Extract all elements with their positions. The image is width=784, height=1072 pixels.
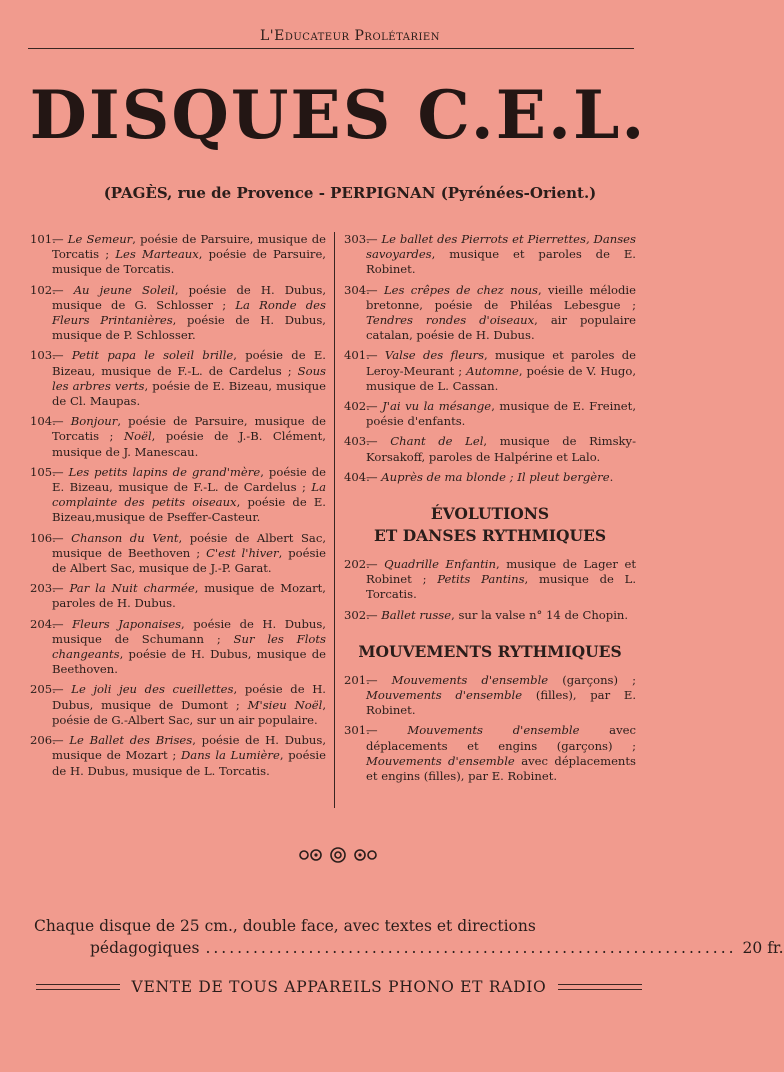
entry-text: — <box>366 723 408 738</box>
entry-text: , poésie de E. Bizeau, musique de F.-L. de Cardelus ; <box>52 348 326 378</box>
catalogue-entry <box>344 470 636 485</box>
entry-title: Les Marteaux <box>115 247 199 262</box>
entry-title: Les crêpes de chez nous <box>383 282 538 297</box>
entry-text: , poésie de E. Bizeau, musique de Cl. Maupas. <box>52 378 326 409</box>
column-divider <box>334 232 335 808</box>
catalogue-entry <box>344 557 636 603</box>
catalogue-entry <box>344 232 636 278</box>
left-column-catalogue <box>30 232 326 784</box>
entry-number: 205. <box>30 682 56 697</box>
banner-rule-left <box>36 984 120 990</box>
entry-text: , poésie de V. Hugo, musique de L. Cassan. <box>366 363 637 393</box>
entry-title: Les petits lapins de grand'mère <box>68 464 261 479</box>
entry-title: Sur les Flots changeants <box>52 631 326 662</box>
banner-rule-right <box>558 984 642 990</box>
entry-text: . <box>609 469 614 484</box>
entry-text: — <box>52 464 69 479</box>
entry-text: — <box>52 282 74 297</box>
entry-title: Petit papa le soleil brille <box>71 348 234 363</box>
entry-text: , poésie de Parsuire, musique de Torcatis. <box>52 247 326 277</box>
entry-title: Petits Pantins <box>437 572 525 587</box>
entry-number: 206. <box>30 733 56 748</box>
entry-text: — <box>52 581 70 596</box>
entry-number: 103. <box>30 348 56 363</box>
entry-text: — <box>366 282 384 297</box>
catalogue-entry <box>30 581 326 611</box>
mouvements-entries-list <box>344 673 636 784</box>
catalogue-entry <box>344 348 636 394</box>
catalogue-entry <box>30 348 326 409</box>
entry-number: 402. <box>344 399 370 414</box>
entry-title: Au jeune Soleil <box>73 282 175 297</box>
entry-text: , musique de Lager et Robinet ; <box>366 557 636 587</box>
entry-title: Auprès de ma blonde ; Il pleut bergère <box>381 469 610 484</box>
entry-text: , poésie de H. Dubus, musique de Mozart ; <box>52 733 327 763</box>
entry-text: — <box>52 348 72 363</box>
entry-text: — <box>366 672 392 687</box>
catalogue-entry <box>30 682 326 728</box>
entry-number: 404. <box>344 469 370 484</box>
entry-number: 201. <box>344 672 370 687</box>
entry-text: , musique et paroles de E. Robinet. <box>366 247 636 277</box>
entry-text: , poésie de Albert Sac, musique de J.-P. Garat. <box>52 545 326 576</box>
right-column-catalogue <box>344 232 636 789</box>
entry-title: Mouvements d'ensemble <box>366 688 523 703</box>
catalogue-entry <box>344 283 636 344</box>
entry-title: Noël <box>123 429 152 444</box>
price-notice-label: pédagogiques <box>90 939 200 957</box>
entry-text: — <box>366 399 383 414</box>
entry-title: La Ronde des Fleurs Printanières <box>52 297 326 328</box>
entry-text: , poésie de E. Bizeau, musique de F.-L. de Cardelus ; <box>52 464 327 495</box>
publisher-address: (PAGÈS, rue de Provence - PERPIGNAN (Pyrénées-Orient.) <box>103 184 597 202</box>
entry-text: , poésie de Albert Sac, musique de Beethoven ; <box>52 530 327 560</box>
entry-text: , poésie de Parsuire, musique de Torcatis ; <box>52 414 326 444</box>
entry-text: , poésie de E. Bizeau,musique de Pseffer-Casteur. <box>52 495 326 525</box>
catalogue-entry <box>344 723 636 784</box>
page-title: DISQUES C.E.L. <box>29 76 647 154</box>
entry-number: 101. <box>30 232 56 246</box>
entry-title: Chant de Lel <box>390 434 484 449</box>
catalogue-entry <box>30 232 326 278</box>
entry-text: — <box>52 733 70 748</box>
entry-title: Ballet russe <box>381 607 452 622</box>
entry-title: Le Ballet des Brises <box>69 733 193 748</box>
section-heading-line: ET DANSES RYTHMIQUES <box>373 526 607 546</box>
entry-title: Le ballet des Pierrots et Pierrettes, Danses savoyardes <box>366 232 636 262</box>
entry-number: 104. <box>30 414 56 429</box>
entry-title: La complainte des petits oiseaux <box>52 480 326 510</box>
sales-banner-text: VENTE DE TOUS APPAREILS PHONO ET RADIO <box>131 978 547 996</box>
entry-text: , poésie de G.-Albert Sac, sur un air populaire. <box>52 697 326 727</box>
entry-text: (filles), par E. Robinet. <box>366 688 637 718</box>
entry-text: — <box>52 682 72 697</box>
entry-text: — <box>52 530 72 545</box>
entry-text: avec déplacements et engins (filles), par E. Robinet. <box>366 753 637 784</box>
entry-text: , poésie de H. Dubus, musique de Beethoven. <box>52 647 326 677</box>
entry-text: , poésie de Parsuire, musique de Torcatis ; <box>52 232 327 262</box>
entry-text: , poésie de H. Dubus, musique de P. Schlosser. <box>52 313 326 343</box>
catalogue-entry <box>30 283 326 344</box>
entry-text: , air populaire catalan, poésie de H. Dubus. <box>366 313 636 343</box>
entry-title: Mouvements d'ensemble <box>407 723 580 738</box>
entry-number: 204. <box>30 616 56 631</box>
entry-title: C'est l'hiver <box>206 545 279 560</box>
evolutions-entries-list <box>344 557 636 623</box>
catalogue-entry <box>344 399 636 429</box>
entry-text: — <box>366 348 385 363</box>
catalogue-entry <box>30 531 326 577</box>
entry-title: Valse des fleurs <box>384 348 485 363</box>
entry-text: — <box>366 232 382 246</box>
catalogue-entry <box>30 733 326 779</box>
entry-title: Le Semeur <box>67 232 133 246</box>
entry-text: , poésie de J.-B. Clément, musique de J. Manescau. <box>52 429 326 459</box>
entry-title: Dans la Lumière <box>181 748 280 763</box>
catalogue-entry <box>344 608 636 623</box>
entry-text: — <box>52 414 71 429</box>
price-notice <box>34 915 784 959</box>
entry-number: 203. <box>30 581 56 596</box>
entry-number: 302. <box>344 607 370 622</box>
entry-number: 105. <box>30 464 56 479</box>
journal-name: L'Educateur Prolétarien <box>260 28 440 44</box>
entry-text: — <box>366 607 382 622</box>
entry-text: , musique de E. Freinet, poésie d'enfants. <box>366 399 637 429</box>
entry-title: Le joli jeu des cueillettes <box>71 682 234 697</box>
price-notice-line1: Chaque disque de 25 cm., double face, avec textes et directions <box>34 917 536 935</box>
entry-text: — <box>366 557 385 572</box>
section-heading-mouvements: MOUVEMENTS RYTHMIQUES <box>358 641 622 661</box>
entry-text: , poésie de H. Dubus, musique de Dumont ; <box>52 682 326 712</box>
entry-title: Chanson du Vent <box>71 530 179 545</box>
entry-number: 301. <box>344 723 370 738</box>
entry-text: , poésie de H. Dubus, musique de L. Torcatis. <box>52 748 326 778</box>
header-rule <box>28 48 634 49</box>
entry-number: 401. <box>344 348 370 363</box>
catalogue-entry <box>30 414 326 460</box>
section-heading-line: ÉVOLUTIONS <box>430 504 550 524</box>
entry-title: Quadrille Enfantin <box>384 557 496 572</box>
entry-text: , musique de Mozart, paroles de H. Dubus. <box>52 581 326 611</box>
entry-title: Mouvements d'ensemble <box>366 753 515 768</box>
entry-text: — <box>366 434 391 449</box>
catalogue-entry <box>344 434 636 464</box>
section-heading-evolutions <box>344 503 636 547</box>
entry-text: (garçons) ; <box>548 672 637 687</box>
entry-number: 403. <box>344 434 370 449</box>
entry-text: avec déplacements et engins (garçons) ; <box>366 723 636 753</box>
entry-text: — <box>366 469 382 484</box>
floral-ornament-icon <box>298 846 378 864</box>
entry-text: , vieille mélodie bretonne, poésie de Philéas Lebesgue ; <box>366 282 636 312</box>
leader-dots: ................................................................... <box>205 939 737 957</box>
entry-text: , musique et paroles de Leroy-Meurant ; <box>366 348 636 378</box>
entry-text: , poésie de H. Dubus, musique de Schumann ; <box>52 616 326 646</box>
catalogue-entry <box>344 673 636 719</box>
entry-title: M'sieu Noël <box>247 697 323 712</box>
entry-title: Sous les arbres verts <box>52 363 326 393</box>
entry-number: 106. <box>30 530 56 545</box>
entry-title: Par la Nuit charmée <box>69 581 195 596</box>
entry-title: J'ai vu la mésange <box>382 399 492 414</box>
entry-text: , sur la valse n° 14 de Chopin. <box>451 607 629 622</box>
entry-number: 102. <box>30 282 56 297</box>
right-entries-list <box>344 232 636 485</box>
entry-number: 304. <box>344 282 370 297</box>
entry-number: 303. <box>344 232 370 246</box>
sales-banner <box>36 975 642 999</box>
entry-text: , musique de L. Torcatis. <box>366 572 637 602</box>
entry-title: Bonjour <box>70 414 118 429</box>
entry-title: Tendres rondes d'oiseaux <box>366 313 535 328</box>
price-notice-line2 <box>34 937 784 959</box>
entry-title: Fleurs Japonaises <box>72 616 182 631</box>
entry-text: , poésie de H. Dubus, musique de G. Schlosser ; <box>52 282 327 312</box>
entry-text: , musique de Rimsky-Korsakoff, paroles de Halpérine et Lalo. <box>366 434 637 464</box>
catalogue-entry <box>30 617 326 678</box>
entry-text: — <box>52 232 68 246</box>
price-value: 20 fr. <box>742 939 784 957</box>
catalogue-entry <box>30 465 326 526</box>
entry-title: Automne <box>466 363 519 378</box>
entry-title: Mouvements d'ensemble <box>391 672 549 687</box>
entry-number: 202. <box>344 557 370 572</box>
entry-text: — <box>52 616 73 631</box>
